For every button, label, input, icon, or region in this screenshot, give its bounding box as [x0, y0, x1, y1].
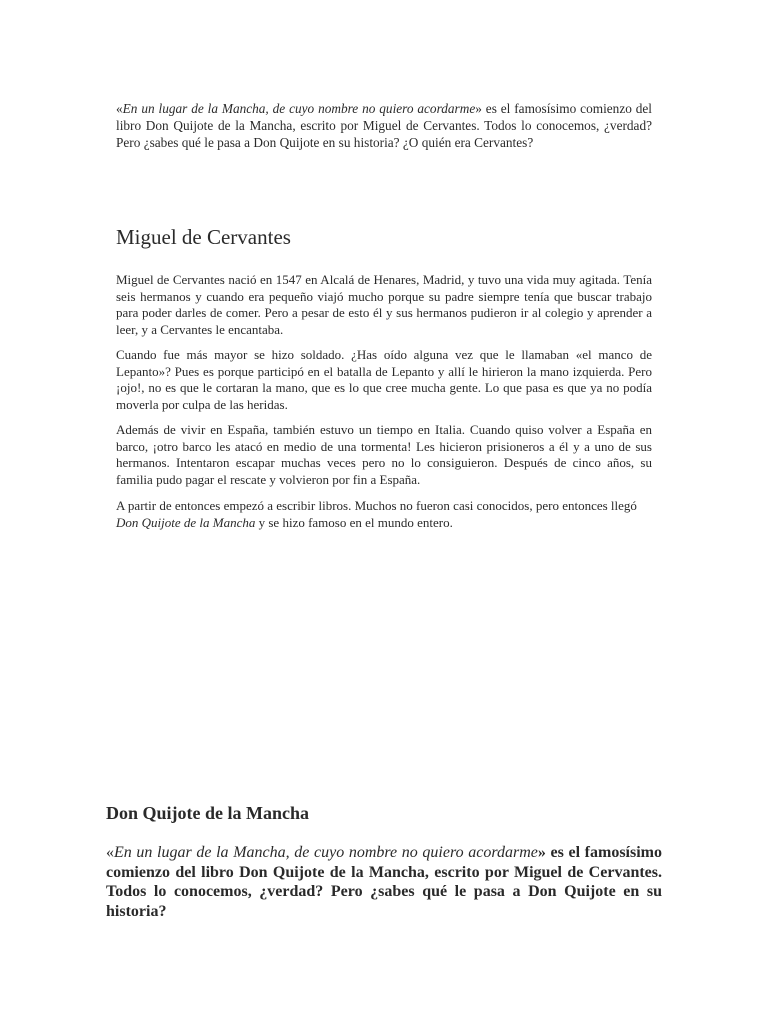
intro-paragraph [116, 100, 652, 151]
quijote-heading: Don Quijote de la Mancha [106, 803, 310, 823]
intro-close-quote: » [475, 101, 482, 116]
quijote-quote: En un lugar de la Mancha, de cuyo nombre no quiero acordarme [114, 844, 538, 861]
intro-text: es el famosísimo comienzo del libro Don Quijote de la Mancha, escrito por Miguel de Cervantes. Todos lo conocemos, ¿verdad? Pero ¿sabes qué le pasa a Don Quijote en su historia? ¿O quién era Cervantes? [116, 101, 652, 150]
intro-quote: En un lugar de la Mancha, de cuyo nombre no quiero acordarme [122, 101, 476, 116]
quijote-text: es el famosísimo comienzo del libro Don Quijote de la Mancha, escrito por Miguel de Cervantes. Todos lo conocemos, ¿verdad? Pero ¿sabes qué le pasa a Don Quijote en su historia? [106, 844, 663, 920]
quijote-paragraph [106, 843, 662, 921]
p4-text-before: A partir de entonces empezó a escribir libros. Muchos no fueron casi conocidos, pero entonces llegó [116, 498, 637, 513]
cervantes-paragraph-2: Cuando fue más mayor se hizo soldado. ¿Has oído alguna vez que le llamaban «el manco de Lepanto»? Pues es porque participó en el batalla de Lepanto y allí le hirieron la mano izquierda. Pero ¡ojo!, no es que le cortaran la mano, que es lo que cree mucha gente. Lo que pasa es que ya no podía moverla por culpa de las heridas. [116, 347, 652, 412]
cervantes-paragraph-3: Además de vivir en España, también estuvo un tiempo en Italia. Cuando quiso volver a España en barco, ¡otro barco les atacó en medio de una tormenta! Les hicieron prisioneros a él y a uno de sus hermanos. Intentaron escapar muchas veces pero no lo consiguieron. Después de cinco años, su familia pudo pagar el rescate y volvieron por fin a España. [116, 422, 652, 487]
cervantes-paragraph-1: Miguel de Cervantes nació en 1547 en Alcalá de Henares, Madrid, y tuvo una vida muy agitada. Tenía seis hermanos y cuando era pequeño viajó mucho porque su padre siempre tenía que buscar trabajo para poder darles de comer. Pero a pesar de esto él y sus hermanos pudieron ir al colegio y aprender a leer, y a Cervantes le encantaba. [116, 272, 652, 337]
cervantes-heading: Miguel de Cervantes [116, 225, 291, 249]
p4-text-after: y se hizo famoso en el mundo entero. [255, 514, 453, 530]
p4-book-title: Don Quijote de la Mancha [116, 514, 256, 530]
quijote-open-quote: « [106, 844, 114, 861]
quijote-close-quote: » [537, 844, 546, 861]
intro-open-quote: « [116, 101, 123, 116]
cervantes-paragraph-4 [116, 498, 652, 531]
quijote-quote-lead [106, 844, 538, 861]
